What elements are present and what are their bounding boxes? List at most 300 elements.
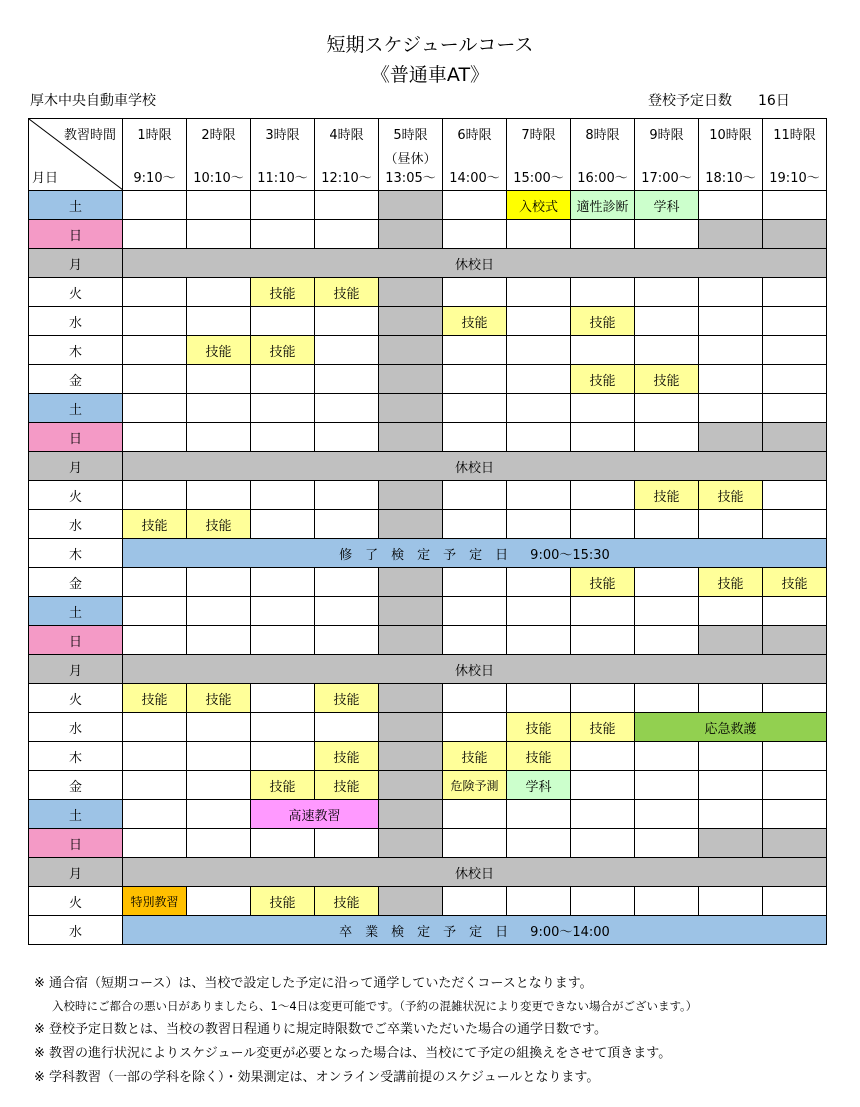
empty-cell [571, 423, 635, 452]
period-label: 11時限 [773, 128, 816, 143]
table-row [29, 568, 827, 597]
closed-day-cell: 休校日 [123, 655, 827, 684]
empty-cell [635, 800, 699, 829]
empty-cell [699, 510, 763, 539]
empty-cell [571, 394, 635, 423]
empty-cell [251, 568, 315, 597]
empty-cell [699, 742, 763, 771]
lesson-cell: 技能 [443, 742, 507, 771]
empty-cell [251, 626, 315, 655]
empty-cell [187, 365, 251, 394]
empty-cell [571, 336, 635, 365]
closed-day-cell: 休校日 [123, 858, 827, 887]
day-cell: 金 [29, 771, 123, 800]
empty-cell [699, 684, 763, 713]
empty-cell [379, 365, 443, 394]
day-cell: 木 [29, 336, 123, 365]
empty-cell [635, 771, 699, 800]
day-cell: 水 [29, 307, 123, 336]
page-title: 短期スケジュールコース [326, 34, 534, 56]
empty-cell [699, 394, 763, 423]
empty-cell [571, 626, 635, 655]
period-header-10 [699, 119, 763, 191]
note-line: ※ 登校予定日数とは、当校の教習日程通りに規定時限数でご卒業いただいた場合の通学日数です。 [34, 1022, 607, 1037]
empty-cell [443, 481, 507, 510]
period-time: 15:00～ [513, 171, 564, 186]
exam-day-cell [123, 539, 827, 568]
day-cell: 金 [29, 365, 123, 394]
lesson-cell: 応急救護 [635, 713, 827, 742]
notes [34, 972, 697, 1090]
empty-cell [443, 800, 507, 829]
lesson-cell: 技能 [699, 568, 763, 597]
empty-cell [187, 394, 251, 423]
empty-cell [379, 336, 443, 365]
empty-cell [507, 423, 571, 452]
empty-cell [763, 771, 827, 800]
empty-cell [123, 800, 187, 829]
empty-cell [507, 336, 571, 365]
period-header-6 [443, 119, 507, 191]
empty-cell [187, 742, 251, 771]
empty-cell [635, 394, 699, 423]
period-header-8 [571, 119, 635, 191]
lesson-cell: 技能 [635, 481, 699, 510]
empty-cell [571, 220, 635, 249]
empty-cell [379, 684, 443, 713]
empty-cell [379, 887, 443, 916]
empty-cell [443, 191, 507, 220]
period-header-5 [379, 119, 443, 191]
exam-label: 卒 業 検 定 予 定 日 [339, 924, 509, 940]
table-row [29, 684, 827, 713]
empty-cell [187, 278, 251, 307]
period-time: 12:10～ [321, 171, 372, 186]
lesson-cell: 適性診断 [571, 191, 635, 220]
empty-cell [443, 597, 507, 626]
schedule-table [28, 118, 827, 945]
empty-cell [763, 307, 827, 336]
empty-cell [315, 510, 379, 539]
empty-cell [507, 481, 571, 510]
lesson-cell: 技能 [315, 771, 379, 800]
period-header-1 [123, 119, 187, 191]
empty-cell [699, 423, 763, 452]
empty-cell [763, 684, 827, 713]
lesson-cell: 技能 [571, 307, 635, 336]
empty-cell [251, 742, 315, 771]
school-name: 厚木中央自動車学校 [30, 93, 156, 109]
table-row [29, 278, 827, 307]
note-line: ※ 学科教習（一部の学科を除く）・効果測定は、オンライン受講前提のスケジュールとなります。 [34, 1070, 600, 1085]
lesson-cell: 技能 [123, 684, 187, 713]
page-subtitle: 《普通車AT》 [370, 64, 490, 86]
empty-cell [443, 829, 507, 858]
empty-cell [443, 684, 507, 713]
empty-cell [763, 336, 827, 365]
table-row [29, 249, 827, 278]
table-row [29, 394, 827, 423]
empty-cell [123, 365, 187, 394]
day-cell: 土 [29, 800, 123, 829]
attendance-days-label: 登校予定日数 [648, 93, 732, 109]
day-cell: 火 [29, 481, 123, 510]
lesson-cell: 高速教習 [251, 800, 379, 829]
table-row [29, 887, 827, 916]
table-row [29, 655, 827, 684]
day-cell: 土 [29, 394, 123, 423]
empty-cell [187, 829, 251, 858]
empty-cell [635, 423, 699, 452]
empty-cell [315, 191, 379, 220]
period-header-2 [187, 119, 251, 191]
empty-cell [507, 684, 571, 713]
period-label: 10時限 [709, 128, 752, 143]
empty-cell [571, 684, 635, 713]
lesson-cell: 技能 [315, 278, 379, 307]
empty-cell [315, 713, 379, 742]
period-time: 14:00～ [449, 171, 500, 186]
lesson-cell: 技能 [251, 278, 315, 307]
empty-cell [187, 800, 251, 829]
empty-cell [443, 220, 507, 249]
period-time: 16:00～ [577, 171, 628, 186]
day-cell: 土 [29, 597, 123, 626]
empty-cell [315, 365, 379, 394]
period-label: 5時限 [393, 128, 428, 143]
empty-cell [379, 220, 443, 249]
day-cell: 水 [29, 713, 123, 742]
empty-cell [571, 278, 635, 307]
empty-cell [571, 829, 635, 858]
lesson-cell: 技能 [251, 771, 315, 800]
corner-date-label: 月日 [32, 171, 59, 186]
empty-cell [123, 423, 187, 452]
period-note: （昼休） [384, 152, 437, 167]
note-line: 入校時にご都合の悪い日がありましたら、1～4日は変更可能です。（予約の混雑状況により変更できない場合がございます。） [52, 999, 698, 1013]
empty-cell [635, 684, 699, 713]
lesson-cell: 危険予測 [443, 771, 507, 800]
empty-cell [763, 191, 827, 220]
empty-cell [379, 742, 443, 771]
empty-cell [315, 394, 379, 423]
empty-cell [571, 771, 635, 800]
period-time: 13:05～ [385, 171, 436, 186]
empty-cell [699, 829, 763, 858]
empty-cell [507, 829, 571, 858]
closed-day-cell: 休校日 [123, 452, 827, 481]
empty-cell [699, 191, 763, 220]
lesson-cell: 技能 [315, 742, 379, 771]
empty-cell [123, 742, 187, 771]
empty-cell [763, 626, 827, 655]
empty-cell [315, 220, 379, 249]
empty-cell [187, 481, 251, 510]
empty-cell [187, 597, 251, 626]
period-time: 18:10～ [705, 171, 756, 186]
lesson-cell: 技能 [315, 684, 379, 713]
empty-cell [635, 742, 699, 771]
exam-label: 修 了 検 定 予 定 日 [339, 547, 509, 563]
day-cell: 木 [29, 539, 123, 568]
lesson-cell: 技能 [571, 365, 635, 394]
empty-cell [571, 800, 635, 829]
day-cell: 水 [29, 510, 123, 539]
empty-cell [443, 394, 507, 423]
empty-cell [699, 771, 763, 800]
empty-cell [763, 510, 827, 539]
empty-cell [187, 713, 251, 742]
empty-cell [123, 481, 187, 510]
empty-cell [251, 307, 315, 336]
empty-cell [251, 713, 315, 742]
period-time: 17:00～ [641, 171, 692, 186]
empty-cell [507, 626, 571, 655]
empty-cell [763, 829, 827, 858]
empty-cell [763, 220, 827, 249]
lesson-cell: 技能 [507, 742, 571, 771]
day-cell: 日 [29, 423, 123, 452]
empty-cell [507, 394, 571, 423]
empty-cell [379, 626, 443, 655]
empty-cell [443, 365, 507, 394]
empty-cell [763, 278, 827, 307]
table-row [29, 481, 827, 510]
empty-cell [251, 597, 315, 626]
empty-cell [763, 365, 827, 394]
lesson-cell: 技能 [571, 568, 635, 597]
empty-cell [315, 307, 379, 336]
empty-cell [507, 278, 571, 307]
empty-cell [251, 481, 315, 510]
table-row [29, 539, 827, 568]
day-cell: 日 [29, 829, 123, 858]
empty-cell [379, 481, 443, 510]
lesson-cell: 技能 [187, 336, 251, 365]
period-time: 10:10～ [193, 171, 244, 186]
period-label: 2時限 [201, 128, 236, 143]
table-row [29, 423, 827, 452]
empty-cell [635, 887, 699, 916]
lesson-cell: 学科 [507, 771, 571, 800]
empty-cell [699, 597, 763, 626]
empty-cell [507, 597, 571, 626]
note-line: ※ 通合宿（短期コース）は、当校で設定した予定に沿って通学していただくコースとなります。 [34, 976, 593, 991]
day-cell: 火 [29, 278, 123, 307]
empty-cell [123, 220, 187, 249]
empty-cell [763, 481, 827, 510]
empty-cell [315, 336, 379, 365]
header-corner [29, 119, 123, 191]
empty-cell [379, 423, 443, 452]
lesson-cell: 技能 [443, 307, 507, 336]
empty-cell [763, 887, 827, 916]
closed-day-cell: 休校日 [123, 249, 827, 278]
empty-cell [507, 220, 571, 249]
day-cell: 月 [29, 452, 123, 481]
empty-cell [635, 597, 699, 626]
empty-cell [123, 307, 187, 336]
lesson-cell: 技能 [123, 510, 187, 539]
lesson-cell: 技能 [507, 713, 571, 742]
empty-cell [187, 423, 251, 452]
empty-cell [123, 597, 187, 626]
empty-cell [507, 800, 571, 829]
empty-cell [635, 307, 699, 336]
empty-cell [315, 568, 379, 597]
empty-cell [251, 365, 315, 394]
period-label: 6時限 [457, 128, 492, 143]
empty-cell [763, 742, 827, 771]
empty-cell [315, 597, 379, 626]
empty-cell [443, 713, 507, 742]
empty-cell [315, 481, 379, 510]
empty-cell [699, 220, 763, 249]
exam-time: 9:00～15:30 [530, 547, 610, 563]
period-label: 4時限 [329, 128, 364, 143]
lesson-cell: 技能 [251, 887, 315, 916]
exam-day-cell [123, 916, 827, 945]
empty-cell [187, 307, 251, 336]
exam-time: 9:00～14:00 [530, 924, 610, 940]
period-header-9 [635, 119, 699, 191]
empty-cell [763, 423, 827, 452]
empty-cell [443, 626, 507, 655]
empty-cell [507, 510, 571, 539]
table-row [29, 510, 827, 539]
empty-cell [443, 423, 507, 452]
empty-cell [763, 394, 827, 423]
empty-cell [443, 278, 507, 307]
empty-cell [699, 626, 763, 655]
empty-cell [123, 771, 187, 800]
lesson-cell: 技能 [315, 887, 379, 916]
day-cell: 火 [29, 887, 123, 916]
period-label: 9時限 [649, 128, 684, 143]
empty-cell [699, 307, 763, 336]
lesson-cell: 技能 [635, 365, 699, 394]
empty-cell [187, 887, 251, 916]
empty-cell [635, 568, 699, 597]
empty-cell [571, 510, 635, 539]
table-row [29, 191, 827, 220]
empty-cell [699, 365, 763, 394]
empty-cell [699, 278, 763, 307]
period-time: 19:10～ [769, 171, 820, 186]
empty-cell [443, 510, 507, 539]
table-row [29, 626, 827, 655]
empty-cell [507, 365, 571, 394]
period-label: 1時限 [137, 128, 172, 143]
empty-cell [379, 568, 443, 597]
empty-cell [187, 220, 251, 249]
lesson-cell: 技能 [763, 568, 827, 597]
empty-cell [123, 336, 187, 365]
corner-time-label: 教習時間 [63, 128, 116, 143]
period-time: 9:10～ [133, 171, 176, 186]
empty-cell [763, 597, 827, 626]
table-row [29, 742, 827, 771]
day-cell: 土 [29, 191, 123, 220]
empty-cell [123, 191, 187, 220]
empty-cell [635, 278, 699, 307]
day-cell: 月 [29, 858, 123, 887]
table-row [29, 307, 827, 336]
day-cell: 日 [29, 220, 123, 249]
empty-cell [123, 713, 187, 742]
empty-cell [251, 191, 315, 220]
table-row [29, 220, 827, 249]
empty-cell [571, 742, 635, 771]
table-row [29, 336, 827, 365]
empty-cell [699, 800, 763, 829]
empty-cell [507, 887, 571, 916]
period-label: 7時限 [521, 128, 556, 143]
lesson-cell: 技能 [571, 713, 635, 742]
day-cell: 金 [29, 568, 123, 597]
table-row [29, 713, 827, 742]
lesson-cell: 特別教習 [123, 887, 187, 916]
empty-cell [571, 481, 635, 510]
table-row [29, 916, 827, 945]
empty-cell [379, 713, 443, 742]
day-cell: 日 [29, 626, 123, 655]
empty-cell [187, 191, 251, 220]
lesson-cell: 技能 [699, 481, 763, 510]
empty-cell [251, 423, 315, 452]
header-row [29, 119, 827, 191]
attendance-days-value: 16日 [758, 93, 790, 109]
empty-cell [251, 510, 315, 539]
empty-cell [635, 626, 699, 655]
period-label: 3時限 [265, 128, 300, 143]
empty-cell [123, 568, 187, 597]
day-cell: 月 [29, 249, 123, 278]
empty-cell [635, 829, 699, 858]
table-row [29, 365, 827, 394]
lesson-cell: 技能 [251, 336, 315, 365]
day-cell: 火 [29, 684, 123, 713]
empty-cell [379, 510, 443, 539]
empty-cell [379, 800, 443, 829]
period-label: 8時限 [585, 128, 620, 143]
day-cell: 水 [29, 916, 123, 945]
empty-cell [123, 829, 187, 858]
empty-cell [123, 278, 187, 307]
empty-cell [635, 220, 699, 249]
empty-cell [379, 394, 443, 423]
empty-cell [123, 394, 187, 423]
day-cell: 木 [29, 742, 123, 771]
period-time: 11:10～ [257, 171, 308, 186]
empty-cell [571, 597, 635, 626]
empty-cell [635, 336, 699, 365]
empty-cell [443, 336, 507, 365]
empty-cell [507, 307, 571, 336]
empty-cell [187, 626, 251, 655]
table-row [29, 452, 827, 481]
empty-cell [379, 829, 443, 858]
empty-cell [443, 887, 507, 916]
schedule-body [29, 191, 827, 945]
empty-cell [507, 568, 571, 597]
attendance-days [648, 90, 790, 110]
lesson-cell: 学科 [635, 191, 699, 220]
table-row [29, 800, 827, 829]
empty-cell [251, 829, 315, 858]
table-row [29, 858, 827, 887]
empty-cell [315, 626, 379, 655]
